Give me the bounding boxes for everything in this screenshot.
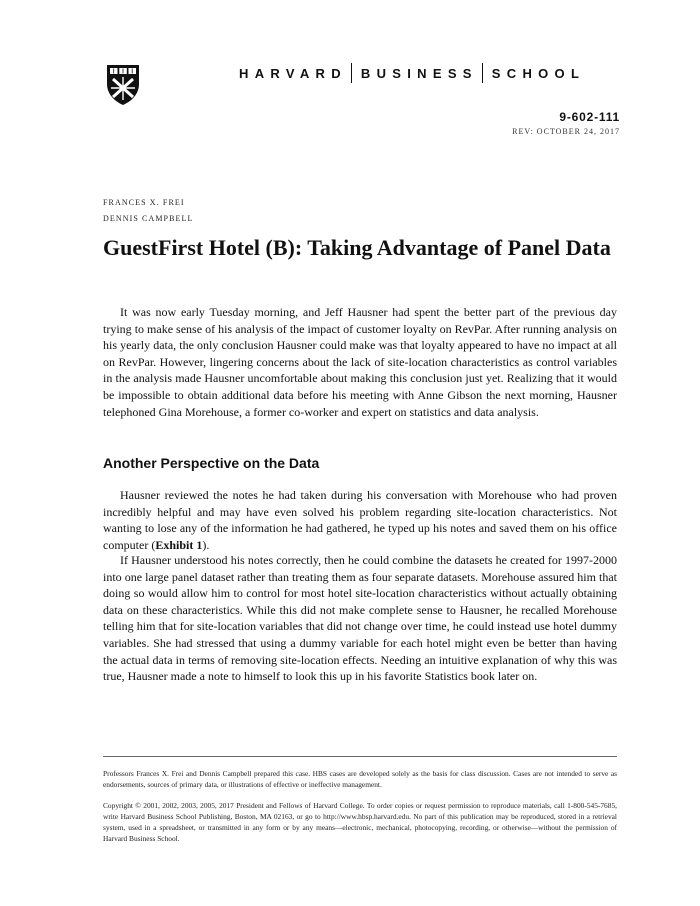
body-paragraph: [103, 487, 617, 553]
case-title: GuestFirst Hotel (B): Taking Advantage of Panel Data: [103, 235, 611, 260]
harvard-shield-icon: [106, 64, 140, 106]
revision-date: REV: OCTOBER 24, 2017: [512, 127, 620, 136]
paragraph-text: ).: [202, 537, 210, 552]
author-name: DENNIS CAMPBELL: [103, 214, 194, 223]
paragraph-text: Hausner reviewed the notes he had taken during his conversation with Morehouse who had proven incredibly helpful and may have even solved his problem regarding site-location characteristics. Not wanting to lose any of the information he had gathered, he typed up his notes and saved them on his office computer (: [103, 488, 617, 552]
body-paragraph: It was now early Tuesday morning, and Jeff Hausner had spent the better part of the previous day trying to make sense of his analysis of the impact of customer loyalty on RevPar. After running analysis on his yearly data, the only conclusion Hausner could make was that loyalty appeared to have no impact at all on RevPar. However, lingering concerns about the lack of site-location characteristics as control variables in the analysis made Hausner uncomfortable about making this conclusion just yet. Realizing that it would be impossible to obtain additional data before his meeting with Anne Gibson the next morning, Hausner telephoned Gina Morehouse, a former co-worker and expert on statistics and data analysis.: [103, 305, 617, 419]
case-number: 9-602-111: [559, 110, 620, 124]
school-name-harvard: HARVARD: [239, 65, 347, 81]
school-name: [239, 63, 585, 83]
authors: [103, 196, 194, 228]
exhibit-reference: Exhibit 1: [155, 537, 203, 552]
copyright-notice: Copyright © 2001, 2002, 2003, 2005, 2017 President and Fellows of Harvard College. To order copies or request permission to reproduce materials, call 1-800-545-7685, write Harvard Business School Publishing, Boston, MA 02163, or go to http://www.hbsp.harvard.edu. No part of this publication may be reproduced, stored in a retrieval system, used in a spreadsheet, or transmitted in any form or by any means—electronic, mechanical, photocopying, recording, or otherwise—without the permission of Harvard Business School.: [103, 801, 617, 843]
section-heading: Another Perspective on the Data: [103, 455, 320, 471]
school-name-divider: [482, 63, 483, 83]
author-name: FRANCES X. FREI: [103, 198, 185, 207]
school-name-divider: [351, 63, 352, 83]
author-footnote: Professors Frances X. Frei and Dennis Campbell prepared this case. HBS cases are developed solely as the basis for class discussion. Cases are not intended to serve as endorsements, sources of primary data, or illustrations of effective or ineffective management.: [103, 769, 617, 789]
school-name-school: SCHOOL: [491, 65, 586, 81]
school-name-business: BUSINESS: [360, 65, 478, 81]
footer-divider: [103, 756, 617, 757]
body-paragraph: If Hausner understood his notes correctly, then he could combine the datasets he created for 1997-2000 into one large panel dataset rather than treating them as four separate datasets. Morehouse assured him that doing so would allow him to control for most hotel site-location characteristics without actually obtaining data on these characteristics. While this did not make complete sense to Hausner, he recalled Morehouse telling him that for site-location variables that did not change over time, he could instead use hotel dummy variables. She had stressed that using a dummy variable for each hotel might even be better than having the actual data in terms of removing site-location effects. Needing an intuitive explanation of why this was true, Hausner made a note to himself to look this up in his favorite Statistics book later on.: [103, 553, 617, 684]
